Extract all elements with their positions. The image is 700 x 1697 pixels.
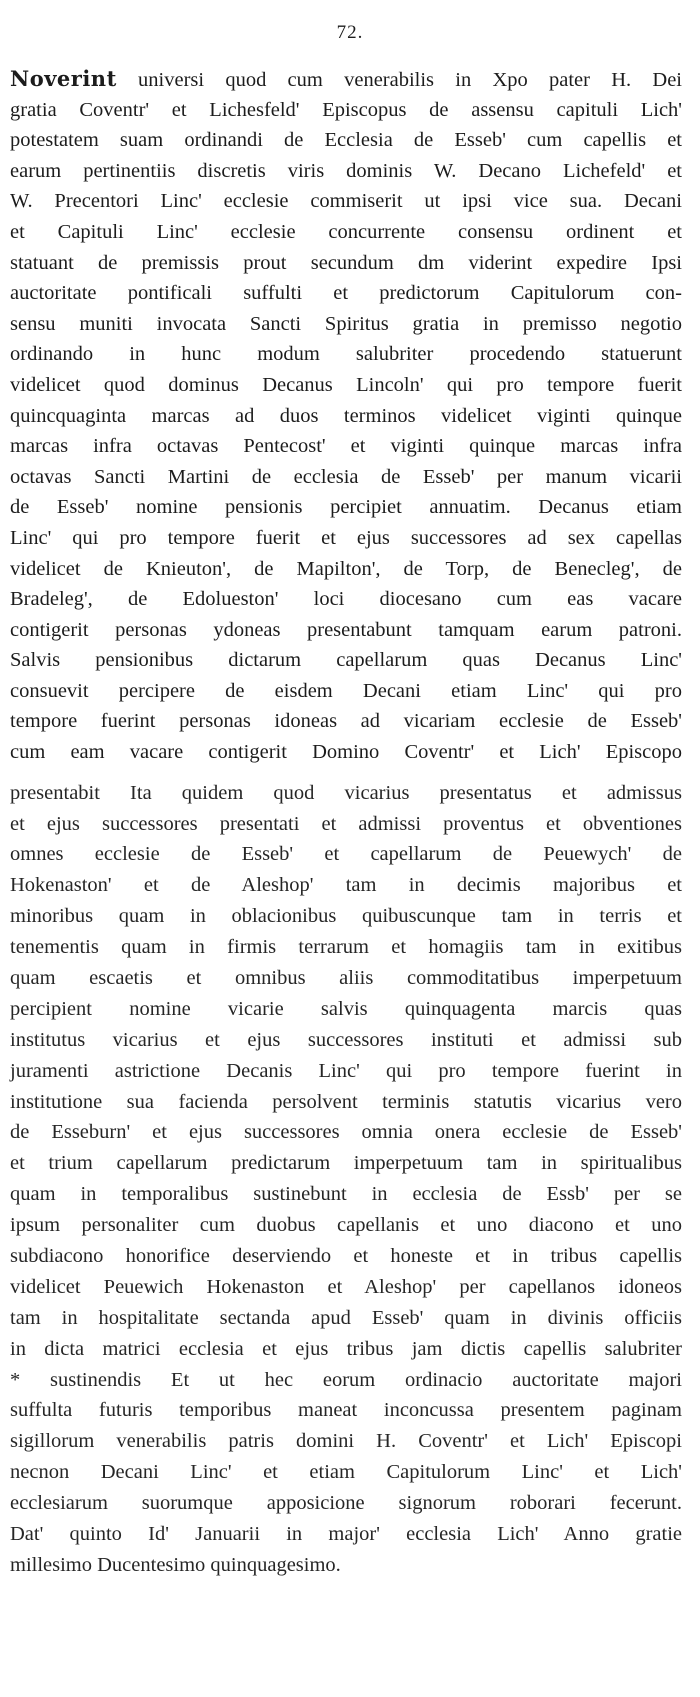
text-line: Dat' quinto Id' Januarii in major' ecclesia Lich' Anno gratie bbox=[10, 1523, 682, 1546]
text-line: millesimo Ducentesimo quinquagesimo. bbox=[10, 1553, 341, 1576]
upper-paragraph bbox=[10, 95, 682, 768]
text-line: juramenti astrictione Decanis Linc' qui pro tempore fuerint in bbox=[10, 1059, 682, 1082]
text-line: quam escaetis et omnibus aliis commoditatibus imperpetuum bbox=[10, 967, 682, 989]
text-line: et Capituli Linc' ecclesie concurrente consensu ordinent et bbox=[10, 220, 682, 243]
text-line: tenementis quam in firmis terrarum et homagiis tam in exitibus bbox=[10, 936, 682, 959]
page-number: 72. bbox=[336, 22, 364, 43]
text-line: contigerit personas ydoneas presentabunt tamquam earum patroni. bbox=[10, 618, 682, 641]
text-line: omnes ecclesie de Esseb' et capellarum de Peuewych' de bbox=[10, 843, 682, 866]
text-line: gratia Coventr' et Lichesfeld' Episcopus de assensu capituli Lich' bbox=[10, 98, 682, 121]
text-line: suffulta futuris temporibus maneat inconcussa presentem paginam bbox=[10, 1399, 682, 1422]
text-line: tam in hospitalitate sectanda apud Esseb' quam in divinis officiis bbox=[10, 1306, 682, 1329]
text-line: ecclesiarum suorumque apposicione signorum roborari fecerunt. bbox=[10, 1492, 682, 1515]
text-line: Bradeleg', de Edolueston' loci diocesano cum eas vacare bbox=[10, 588, 682, 611]
text-line: potestatem suam ordinandi de Ecclesia de Esseb' cum capellis et bbox=[10, 129, 682, 152]
text-line: institutus vicarius et ejus successores instituti et admissi sub bbox=[10, 1028, 682, 1051]
text-line: sensu muniti invocata Sancti Spiritus gratia in premisso negotio bbox=[10, 312, 682, 335]
text-line: videlicet de Knieuton', de Mapilton', de Torp, de Benecleg', de bbox=[10, 557, 682, 580]
paragraph-gap bbox=[10, 768, 682, 778]
text-line: Hokenaston' et de Aleshop' tam in decimis majoribus et bbox=[10, 874, 682, 897]
text-line: minoribus quam in oblacionibus quibuscunque tam in terris et bbox=[10, 905, 682, 928]
text-line: de Esseb' nomine pensionis percipiet annuatim. Decanus etiam bbox=[10, 496, 682, 519]
text-line: ordinando in hunc modum salubriter procedendo statuerunt bbox=[10, 343, 682, 366]
text-line: percipient nomine vicarie salvis quinquagenta marcis quas bbox=[10, 997, 682, 1020]
text-line: et trium capellarum predictarum imperpetuum tam in spiritualibus bbox=[10, 1152, 682, 1175]
text-line: sigillorum venerabilis patris domini H. Coventr' et Lich' Episcopi bbox=[10, 1430, 682, 1453]
text-line: videlicet Peuewich Hokenaston et Aleshop' per capellanos idoneos bbox=[10, 1275, 682, 1298]
text-line: octavas Sancti Martini de ecclesia de Esseb' per manum vicarii bbox=[10, 465, 682, 488]
text-line: quincquaginta marcas ad duos terminos videlicet viginti quinque bbox=[10, 404, 682, 427]
text-line: in dicta matrici ecclesia et ejus tribus jam dictis capellis salubriter bbox=[10, 1337, 682, 1360]
text-line-content: universi quod cum venerabilis in Xpo pater H. Dei bbox=[138, 69, 683, 91]
text-line: videlicet quod dominus Decanus Lincoln' qui pro tempore fuerit bbox=[10, 373, 682, 396]
charter-text bbox=[10, 64, 682, 1581]
text-line: earum pertinentiis discretis viris dominis W. Decano Lichefeld' et bbox=[10, 159, 682, 182]
text-line bbox=[10, 64, 682, 95]
text-line: marcas infra octavas Pentecost' et viginti quinque marcas infra bbox=[10, 435, 682, 458]
text-line: quam in temporalibus sustinebunt in ecclesia de Essb' per se bbox=[10, 1183, 682, 1206]
text-line: cum eam vacare contigerit Domino Coventr' et Lich' Episcopo bbox=[10, 741, 682, 764]
text-line: auctoritate pontificali suffulti et predictorum Capitulorum con- bbox=[10, 282, 682, 305]
text-line: tempore fuerint personas idoneas ad vicariam ecclesie de Esseb' bbox=[10, 710, 682, 733]
text-line: * sustinendis Et ut hec eorum ordinacio auctoritate majori bbox=[10, 1368, 682, 1391]
text-line: presentabit Ita quidem quod vicarius presentatus et admissus bbox=[10, 781, 682, 804]
text-line: Salvis pensionibus dictarum capellarum quas Decanus Linc' bbox=[10, 649, 682, 672]
text-line: W. Precentori Linc' ecclesie commiserit ut ipsi vice sua. Decani bbox=[10, 190, 682, 213]
decorated-initial-word: Noverint bbox=[10, 66, 117, 91]
text-line: statuant de premissis prout secundum dm viderint expedire Ipsi bbox=[10, 251, 682, 274]
text-line: et ejus successores presentati et admissi proventus et obventiones bbox=[10, 812, 682, 835]
text-line: consuevit percipere de eisdem Decani etiam Linc' qui pro bbox=[10, 679, 682, 702]
lower-paragraph bbox=[10, 778, 682, 1581]
text-line: institutione sua facienda persolvent terminis statutis vicarius vero bbox=[10, 1090, 682, 1113]
text-line: necnon Decani Linc' et etiam Capitulorum Linc' et Lich' bbox=[10, 1461, 682, 1484]
text-line: de Esseburn' et ejus successores omnia onera ecclesie de Esseb' bbox=[10, 1121, 682, 1144]
text-line: ipsum personaliter cum duobus capellanis et uno diacono et uno bbox=[10, 1214, 682, 1237]
text-line: Linc' qui pro tempore fuerit et ejus successores ad sex capellas bbox=[10, 526, 682, 549]
text-line: subdiacono honorifice deserviendo et honeste et in tribus capellis bbox=[10, 1245, 682, 1268]
